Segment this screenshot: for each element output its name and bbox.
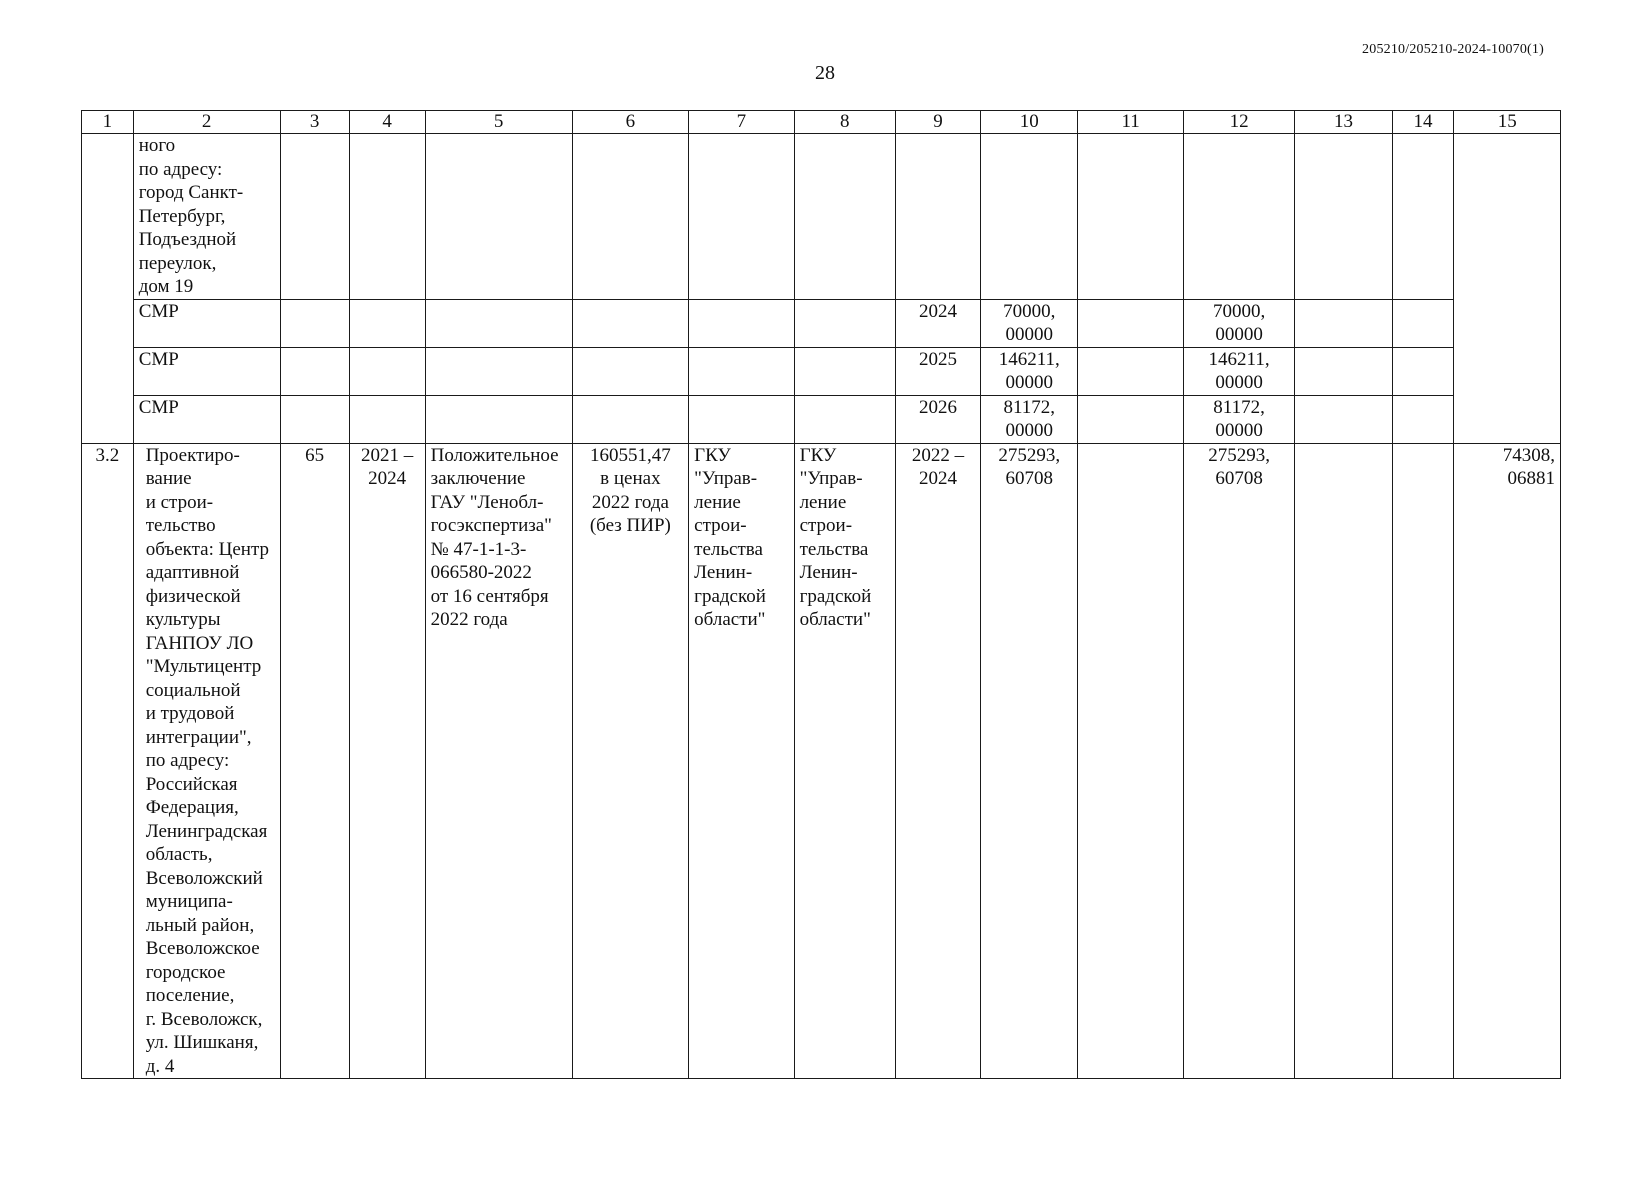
column-header: 13 — [1295, 111, 1392, 134]
table-cell — [349, 299, 425, 347]
amount-col15: 74308, 06881 — [1454, 443, 1561, 1079]
page-number: 28 — [815, 62, 835, 84]
data-table — [81, 110, 1561, 1079]
table-cell — [689, 395, 794, 443]
stage-year: 2026 — [895, 395, 980, 443]
table-cell — [349, 395, 425, 443]
column-number-row — [82, 111, 1561, 134]
column-header: 5 — [425, 111, 572, 134]
table-cell — [280, 299, 349, 347]
table-cell — [1295, 299, 1392, 347]
table-cell — [1392, 347, 1454, 395]
stage-label: СМР — [133, 299, 280, 347]
table-cell — [280, 347, 349, 395]
column-header: 9 — [895, 111, 980, 134]
column-header: 1 — [82, 111, 134, 134]
stage-amount-col10: 146211, 00000 — [981, 347, 1078, 395]
table-cell — [1078, 443, 1183, 1079]
stage-amount-col12: 70000, 00000 — [1183, 299, 1295, 347]
stage-amount-col10: 70000, 00000 — [981, 299, 1078, 347]
table-cell — [689, 347, 794, 395]
estimated-cost-cell: 160551,47 в ценах 2022 года (без ПИР) — [572, 443, 689, 1079]
column-header: 2 — [133, 111, 280, 134]
table-cell — [1392, 443, 1454, 1079]
table-cell — [794, 299, 895, 347]
stage-amount-col12: 81172, 00000 — [1183, 395, 1295, 443]
table-cell — [280, 134, 349, 300]
object-name-cell: ного по адресу: город Санкт- Петербург, Подъездной переулок, дом 19 — [133, 134, 280, 300]
table-cell — [1295, 443, 1392, 1079]
table-cell — [1078, 395, 1183, 443]
table-cell — [349, 347, 425, 395]
stage-year: 2024 — [895, 299, 980, 347]
table-cell — [1454, 134, 1561, 444]
amount-col10: 275293, 60708 — [981, 443, 1078, 1079]
expertise-cell: Положительное заключение ГАУ "Ленобл- госэкспертиза" № 47-1-1-3- 066580-2022 от 16 сентября 2022 года — [425, 443, 572, 1079]
document-id: 205210/205210-2024-10070(1) — [1362, 42, 1544, 57]
table-cell — [794, 134, 895, 300]
stage-row — [82, 299, 1561, 347]
table-cell — [349, 134, 425, 300]
table-cell — [1295, 395, 1392, 443]
table-cell — [82, 134, 134, 444]
amount-col12: 275293, 60708 — [1183, 443, 1295, 1079]
stage-label: СМР — [133, 395, 280, 443]
column-header: 6 — [572, 111, 689, 134]
stage-label: СМР — [133, 347, 280, 395]
column-header: 12 — [1183, 111, 1295, 134]
implementation-period-cell: 2022 – 2024 — [895, 443, 980, 1079]
column-header: 7 — [689, 111, 794, 134]
stage-row — [82, 347, 1561, 395]
column-header: 10 — [981, 111, 1078, 134]
customer-cell: ГКУ "Управ- ление строи- тельства Ленин- градской области" — [689, 443, 794, 1079]
table-cell — [572, 395, 689, 443]
table-cell — [425, 395, 572, 443]
table-cell — [425, 347, 572, 395]
table-cell — [1078, 134, 1183, 300]
table-cell — [1078, 299, 1183, 347]
table-cell — [1295, 347, 1392, 395]
object-row-3-2 — [82, 443, 1561, 1079]
table-cell — [794, 395, 895, 443]
table-cell — [895, 134, 980, 300]
table-cell — [425, 134, 572, 300]
table-cell — [572, 347, 689, 395]
continued-object-row — [82, 134, 1561, 300]
capacity-cell: 65 — [280, 443, 349, 1079]
table-cell — [572, 299, 689, 347]
table-cell — [689, 299, 794, 347]
row-number: 3.2 — [82, 443, 134, 1079]
stage-year: 2025 — [895, 347, 980, 395]
stage-amount-col12: 146211, 00000 — [1183, 347, 1295, 395]
developer-cell: ГКУ "Управ- ление строи- тельства Ленин- градской области" — [794, 443, 895, 1079]
column-header: 3 — [280, 111, 349, 134]
column-header: 8 — [794, 111, 895, 134]
column-header: 15 — [1454, 111, 1561, 134]
table-cell — [1392, 134, 1454, 300]
table-cell — [280, 395, 349, 443]
stage-row — [82, 395, 1561, 443]
table-cell — [794, 347, 895, 395]
column-header: 11 — [1078, 111, 1183, 134]
table-cell — [1078, 347, 1183, 395]
table-cell — [572, 134, 689, 300]
column-header: 4 — [349, 111, 425, 134]
table-cell — [1392, 395, 1454, 443]
table-cell — [425, 299, 572, 347]
table-cell — [1392, 299, 1454, 347]
table-cell — [981, 134, 1078, 300]
column-header: 14 — [1392, 111, 1454, 134]
object-name-cell: Проектиро- вание и строи- тельство объекта: Центр адаптивной физической культуры ГАНПОУ ЛО "Мультицентр социальной и трудовой интеграции", по адресу: Российская Федерация, Ленинградская область, Всеволожский муниципа- льный район, Всеволожское городское поселение, г. Всеволожск, ул. Шишканя, д. 4 — [133, 443, 280, 1079]
table-cell — [1183, 134, 1295, 300]
stage-amount-col10: 81172, 00000 — [981, 395, 1078, 443]
table-cell — [689, 134, 794, 300]
table-cell — [1295, 134, 1392, 300]
period-cell: 2021 – 2024 — [349, 443, 425, 1079]
